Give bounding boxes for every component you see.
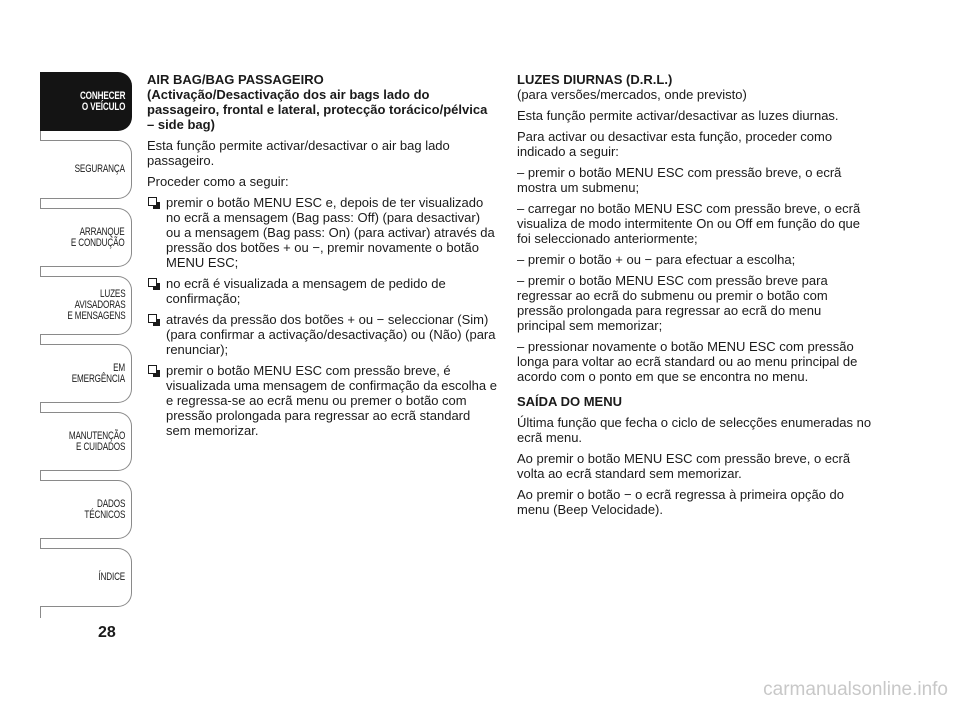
paragraph: – premir o botão + ou − para efectuar a escolha; (517, 252, 796, 267)
checkbox-bullet-icon (148, 365, 157, 374)
tab-label: DADOS TÉCNICOS (84, 497, 125, 521)
paragraph: Última função que fecha o ciclo de selecções enumeradas no ecrã menu. (517, 415, 872, 445)
page-number: 28 (98, 624, 116, 641)
drl-subheading: (para versões/mercados, onde previsto) (517, 87, 747, 102)
bullet-text: premir o botão MENU ESC com pressão breve, é visualizada uma mensagem de confirmação da escolha e e regressa-se ao ecrã menu ou premer o botão com pressão prolongada para regressar ao ecrã standard sem memorizar. (166, 363, 497, 438)
paragraph: Ao premir o botão − o ecrã regressa à primeira opção do menu (Beep Velocidade). (517, 487, 844, 517)
tab-label: ARRANQUE E CONDUÇÃO (71, 225, 125, 249)
left-column (147, 72, 497, 444)
tab-manutencao-e-cuidados[interactable] (40, 412, 132, 471)
tab-arranque-e-conducao[interactable] (40, 208, 132, 267)
airbag-intro: Esta função permite activar/desactivar o air bag lado passageiro. (147, 138, 450, 168)
paragraph: Para activar ou desactivar esta função, proceder como indicado a seguir: (517, 129, 833, 159)
tab-label: CONHECER O VEÍCULO (79, 89, 125, 113)
paragraph: Ao premir o botão MENU ESC com pressão breve, o ecrã volta ao ecrã standard sem memorizar. (517, 451, 851, 481)
tab-conhecer-o-veiculo[interactable] (40, 72, 132, 131)
paragraph: – carregar no botão MENU ESC com pressão breve, o ecrã visualiza de modo intermitente On ou Off em função do que foi seleccionado anteriormente; (517, 201, 861, 246)
tab-luzes-avisadoras[interactable] (40, 276, 132, 335)
drl-heading: LUZES DIURNAS (D.R.L.) (517, 72, 673, 87)
list-item (147, 363, 497, 438)
tab-label: SEGURANÇA (74, 163, 125, 175)
list-item (147, 195, 497, 270)
tab-label: LUZES AVISADORAS E MENSAGENS (66, 288, 125, 322)
airbag-heading: AIR BAG/BAG PASSAGEIRO (Activação/Desactivação dos air bags lado do passageiro, frontal e lateral, protecção torácico/pélvica – side bag) (147, 72, 488, 132)
paragraph: – pressionar novamente o botão MENU ESC com pressão longa para voltar ao ecrã standard ou ao menu principal de acordo com o ponto em que se encontra no menu. (517, 339, 858, 384)
list-item (147, 312, 497, 357)
tab-em-emergencia[interactable] (40, 344, 132, 403)
tab-label: ÍNDICE (98, 571, 125, 583)
menu-exit-heading: SAÍDA DO MENU (517, 394, 622, 409)
tab-label: MANUTENÇÃO E CUIDADOS (68, 429, 125, 453)
checkbox-bullet-icon (148, 197, 157, 206)
paragraph: Esta função permite activar/desactivar as luzes diurnas. (517, 108, 839, 123)
checkbox-bullet-icon (148, 278, 157, 287)
bullet-text: premir o botão MENU ESC e, depois de ter visualizado no ecrã a mensagem (Bag pass: Off) (para desactivar) ou a mensagem (Bag pass: On) (para activar) através da pressão dos botões + ou −, premir novamente o botão MENU ESC; (166, 195, 495, 270)
checkbox-bullet-icon (148, 314, 157, 323)
paragraph: – premir o botão MENU ESC com pressão breve para regressar ao ecrã do submenu ou premir o botão com pressão prolongada para regressar ao ecrã do menu principal sem memorizar; (517, 273, 828, 333)
tab-label: EM EMERGÊNCIA (71, 361, 125, 385)
tab-indice[interactable] (40, 548, 132, 607)
tab-dados-tecnicos[interactable] (40, 480, 132, 539)
watermark: carmanualsonline.info (763, 679, 948, 700)
section-tabs (40, 72, 132, 616)
paragraph: – premir o botão MENU ESC com pressão breve, o ecrã mostra um submenu; (517, 165, 842, 195)
bullet-text: no ecrã é visualizada a mensagem de pedido de confirmação; (166, 276, 446, 306)
tab-seguranca[interactable] (40, 140, 132, 199)
right-column (517, 72, 872, 523)
list-item (147, 276, 497, 306)
bullet-text: através da pressão dos botões + ou − seleccionar (Sim) (para confirmar a activação/desactivação) ou (Não) (para renunciar); (166, 312, 496, 357)
airbag-proceed: Proceder como a seguir: (147, 174, 289, 189)
